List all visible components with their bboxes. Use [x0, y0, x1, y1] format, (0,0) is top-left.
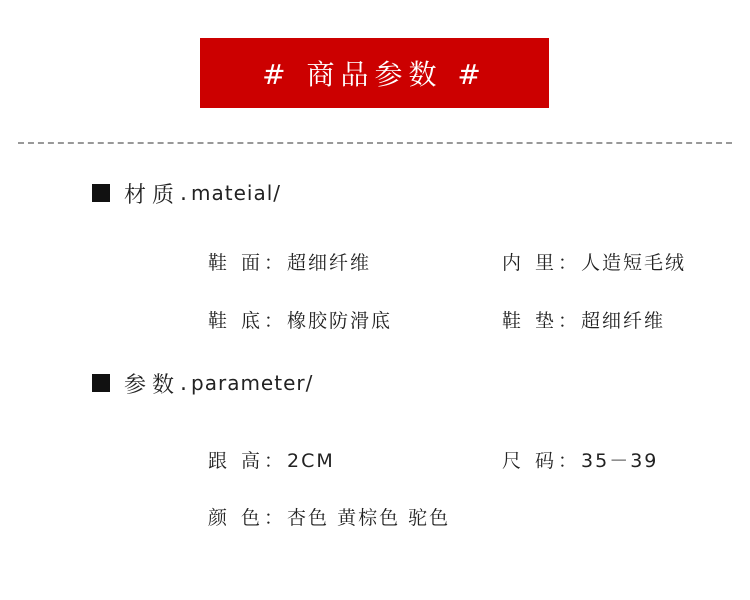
- square-bullet-icon: [92, 374, 110, 392]
- spec-item-lining: [502, 248, 686, 275]
- spec-value: 杏色 黄棕色 驼色: [287, 507, 451, 529]
- section-header-parameter: [92, 368, 313, 398]
- section-title-cn: 材质: [124, 182, 181, 208]
- banner-title: # 商品参数 #: [262, 58, 487, 91]
- spec-item-heel-height: [208, 446, 335, 473]
- section-title-separator: .: [180, 370, 188, 396]
- spec-item-insole: [502, 306, 665, 333]
- section-title-cn: 参数: [124, 372, 181, 398]
- spec-label: 颜 色：: [208, 507, 288, 529]
- spec-label: 鞋 底：: [208, 310, 288, 332]
- spec-label: 尺 码：: [502, 450, 582, 472]
- spec-value: 人造短毛绒: [581, 252, 687, 274]
- section-header-material: [92, 178, 281, 208]
- section-title-en: mateial/: [191, 181, 282, 205]
- square-bullet-icon: [92, 184, 110, 202]
- spec-value: 2CM: [287, 450, 335, 472]
- spec-item-size: [502, 446, 658, 473]
- dashed-divider: [18, 142, 732, 144]
- section-title-en: parameter/: [191, 371, 314, 395]
- title-banner: [200, 38, 549, 108]
- spec-label: 内 里：: [502, 252, 582, 274]
- spec-label: 鞋 面：: [208, 252, 288, 274]
- spec-item-upper: [208, 248, 371, 275]
- spec-value: 超细纤维: [287, 252, 372, 274]
- spec-label: 鞋 垫：: [502, 310, 582, 332]
- spec-item-sole: [208, 306, 392, 333]
- spec-label: 跟 高：: [208, 450, 288, 472]
- spec-value: 35－39: [581, 450, 659, 472]
- section-title-separator: .: [180, 180, 188, 206]
- spec-item-color: [208, 503, 450, 530]
- spec-value: 超细纤维: [581, 310, 666, 332]
- spec-value: 橡胶防滑底: [287, 310, 393, 332]
